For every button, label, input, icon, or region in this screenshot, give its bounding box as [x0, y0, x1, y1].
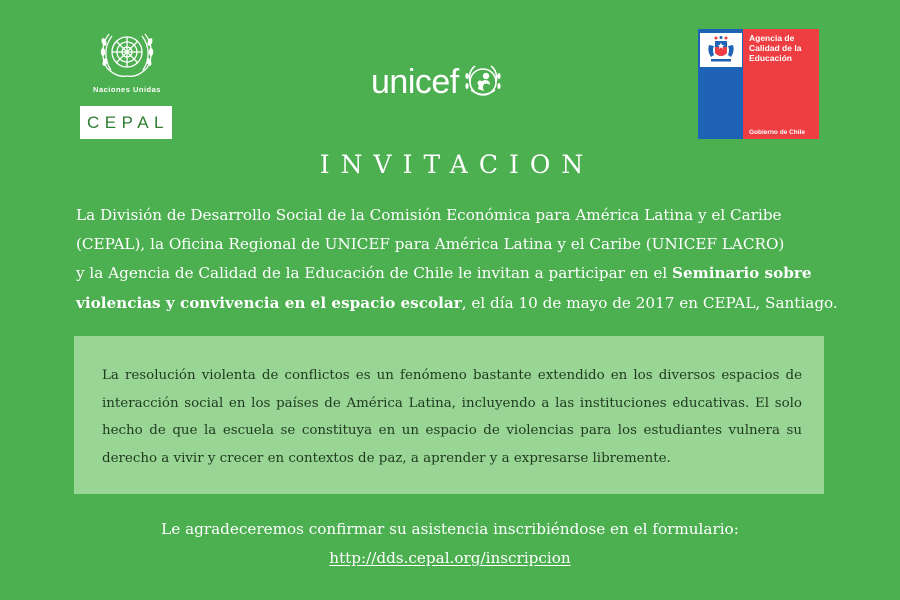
intro-line-4: [76, 289, 836, 318]
registration-link[interactable]: http://dds.cepal.org/inscripcion: [329, 549, 571, 567]
event-date-location: , el día 10 de mayo de 2017 en CEPAL, Santiago.: [461, 293, 838, 312]
agencia-calidad-logo: [698, 29, 819, 139]
seminar-title-part-2: violencias y convivencia en el espacio escolar: [76, 293, 462, 312]
intro-line-1: La División de Desarrollo Social de la Comisión Económica para América Latina y el Caribe: [76, 206, 782, 224]
context-callout: [74, 336, 824, 494]
intro-line-3: [76, 259, 836, 288]
callout-text: La resolución violenta de conflictos es un fenómeno bastante extendido en los diversos espacios de interacción social en los países de América Latina, incluyendo a las instituciones educativas. El solo hecho de que la escuela se constituya en un espacio de violencias para los estudiantes vulnera su derecho a vivir y crecer en contextos de paz, a aprender y a expresarse libremente.: [102, 368, 802, 466]
unicef-emblem-icon: [462, 61, 504, 103]
chile-coat-of-arms-icon: [705, 35, 737, 65]
unicef-logo: [371, 60, 504, 104]
seminar-title-part-1: Seminario sobre: [672, 264, 812, 283]
registration-prompt: Le agradeceremos confirmar su asistencia inscribiéndose en el formulario:: [161, 520, 739, 538]
page-title: INVITACION: [319, 150, 595, 179]
un-logo: [82, 24, 172, 94]
unicef-wordmark: unicef: [371, 63, 459, 101]
gov-red-panel: [743, 29, 819, 139]
intro-line-3-text: y la Agencia de Calidad de la Educación de Chile le invitan a participar en el: [76, 264, 673, 283]
un-label: Naciones Unidas: [93, 85, 161, 94]
gov-blue-panel: [698, 29, 743, 139]
intro-paragraph: [76, 201, 836, 318]
registration-footer: [0, 515, 900, 573]
un-emblem-icon: [95, 24, 159, 84]
cepal-logo: CEPAL: [80, 106, 172, 139]
gov-label: Gobierno de Chile: [749, 129, 805, 136]
agency-label: Agencia de Calidad de la Educación: [749, 33, 802, 63]
intro-line-2: (CEPAL), la Oficina Regional de UNICEF para América Latina y el Caribe (UNICEF LACRO): [76, 235, 785, 254]
